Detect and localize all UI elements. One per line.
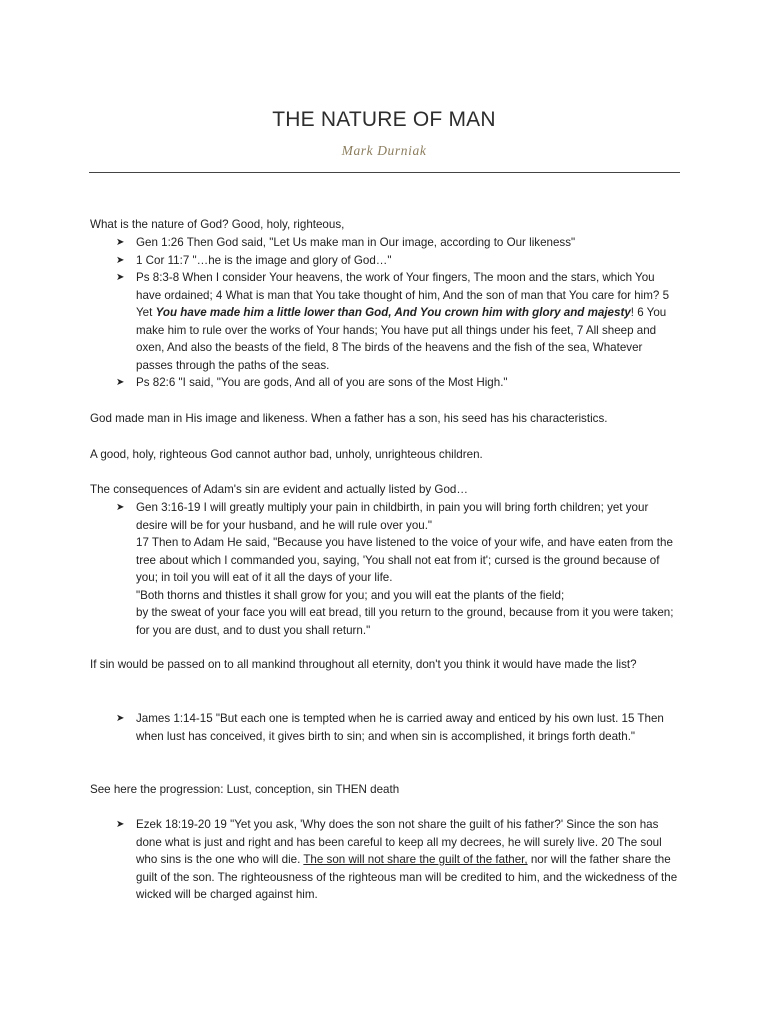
james-list bbox=[116, 710, 682, 745]
verse-ps-8-part2: ! 6 You make him to rule over the works of Your hands; You have put all things under his feet, 7 All sheep and oxen, And also the beasts of the field, 8 The birds of the heavens and the fish of the sea, Whatever passes through the paths of the seas. bbox=[136, 306, 667, 372]
arrow-bullet-icon: ➤ bbox=[116, 254, 125, 266]
arrow-bullet-icon: ➤ bbox=[116, 502, 125, 513]
list-item bbox=[116, 499, 682, 639]
arrow-bullet-icon: ➤ bbox=[116, 819, 125, 830]
verse-1-cor-11-7: 1 Cor 11:7 "…he is the image and glory of God…" bbox=[136, 253, 392, 267]
good-god-paragraph: A good, holy, righteous God cannot author bad, unholy, unrighteous children. bbox=[90, 448, 483, 461]
image-likeness-paragraph: God made man in His image and likeness. When a father has a son, his seed has his characteristics. bbox=[90, 412, 608, 425]
arrow-bullet-icon: ➤ bbox=[116, 377, 125, 388]
verse-gen-1-26: Gen 1:26 Then God said, "Let Us make man in Our image, according to Our likeness" bbox=[136, 236, 576, 249]
verse-gen-3-17: 17 Then to Adam He said, "Because you have listened to the voice of your wife, and have eaten from the tree about which I commanded you, saying, 'You shall not eat from it'; cursed is the ground because of you; in toil you will eat of it all the days of your life. bbox=[136, 536, 673, 584]
arrow-bullet-icon: ➤ bbox=[116, 713, 125, 724]
nature-question: What is the nature of God? Good, holy, righteous, bbox=[90, 218, 345, 231]
list-item bbox=[116, 710, 682, 745]
list-item bbox=[116, 234, 682, 252]
list-item bbox=[116, 816, 682, 904]
author-name: Mark Durniak bbox=[341, 143, 427, 158]
verse-gen-3-16: Gen 3:16-19 I will greatly multiply your pain in childbirth, in pain you will bring forth children; yet your desire will be for your husband, and he will rule over you." bbox=[136, 501, 649, 532]
progression-paragraph: See here the progression: Lust, conception, sin THEN death bbox=[90, 783, 400, 796]
arrow-bullet-icon: ➤ bbox=[116, 272, 125, 283]
verse-ezek-18-underlined: The son will not share the guilt of the father, bbox=[303, 853, 528, 866]
list-item bbox=[116, 252, 682, 270]
verse-gen-3-19: by the sweat of your face you will eat bread, till you return to the ground, because from it you were taken; for you are dust, and to dust you shall return." bbox=[136, 606, 674, 637]
consequences-list bbox=[116, 499, 682, 639]
arrow-bullet-icon: ➤ bbox=[116, 237, 125, 248]
verse-ps-8-emphasis: You have made him a little lower than God, And You crown him with glory and majesty bbox=[155, 306, 631, 319]
verse-ps-8-part1: Ps 8:3-8 When I consider Your heavens, the work of Your fingers, The moon and the stars, which You have ordained; 4 What is man that You take thought of him, And the son of man that You care for him? 5 Yet bbox=[136, 271, 670, 319]
nature-list bbox=[116, 234, 682, 392]
consequences-heading: The consequences of Adam's sin are evident and actually listed by God… bbox=[90, 483, 468, 496]
verse-gen-3-18: "Both thorns and thistles it shall grow for you; and you will eat the plants of the field; bbox=[136, 588, 565, 602]
verse-ps-82-6: Ps 82:6 "I said, "You are gods, And all of you are sons of the Most High." bbox=[136, 376, 508, 389]
ezek-list bbox=[116, 816, 682, 904]
sin-passed-paragraph: If sin would be passed on to all mankind throughout all eternity, don't you think it would have made the list? bbox=[90, 658, 637, 671]
verse-james-1-14: James 1:14-15 "But each one is tempted when he is carried away and enticed by his own lust. 15 Then when lust has conceived, it gives birth to sin; and when sin is accomplished, it brings forth death." bbox=[136, 712, 664, 743]
verse-ezek-18-part1: Ezek 18:19-20 19 "Yet you ask, 'Why does the son not share the guilt of his father?' Since the son has done what is just and right and has been careful to keep all my decrees, he will surely live. 20 The soul who sins is the one who will die. bbox=[136, 818, 662, 866]
list-item bbox=[116, 374, 682, 392]
verse-ezek-18-part2: nor will the father share the guilt of the son. The righteousness of the righteous man will be credited to him, and the wickedness of the wicked will be charged against him. bbox=[136, 853, 678, 901]
title-divider bbox=[89, 172, 680, 173]
page-title: THE NATURE OF MAN bbox=[272, 108, 496, 131]
list-item bbox=[116, 269, 682, 374]
